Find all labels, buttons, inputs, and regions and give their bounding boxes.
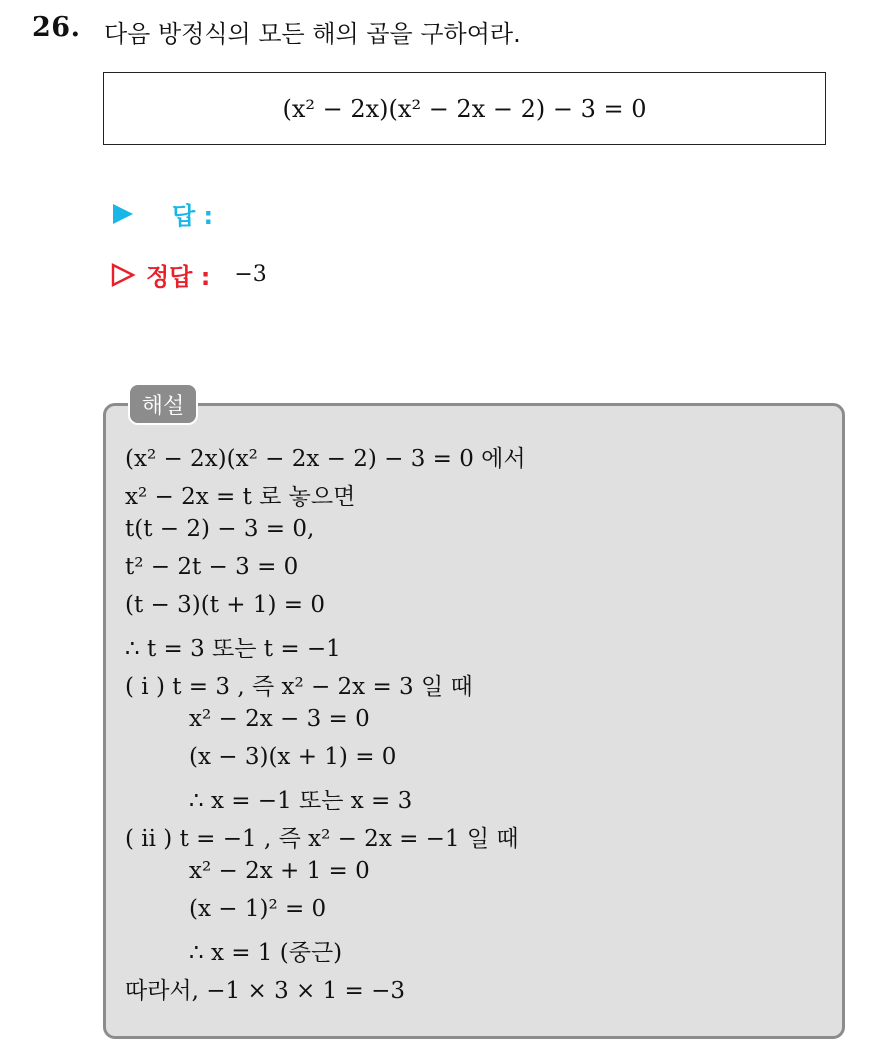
solution-line: ∴ x = 1 (중근) [189, 940, 343, 966]
solution-line: (x² − 2x)(x² − 2x − 2) − 3 = 0 에서 [125, 446, 526, 472]
outline-triangle-icon [110, 262, 136, 288]
solution-line: 따라서, −1 × 3 × 1 = −3 [125, 978, 406, 1004]
question-text: 다음 방정식의 모든 해의 곱을 구하여라. [104, 20, 521, 48]
solution-line: t² − 2t − 3 = 0 [125, 554, 299, 580]
solution-tab: 해설 [128, 383, 198, 425]
solution-line: ∴ x = −1 또는 x = 3 [189, 788, 413, 814]
question-number: 26. [32, 12, 81, 43]
solution-line: t(t − 2) − 3 = 0, [125, 516, 315, 542]
answer-label: 답 : [172, 202, 214, 230]
solution-line: (x − 1)² = 0 [189, 896, 327, 922]
correct-answer-row [110, 257, 267, 292]
solution-line: x² − 2x = t 로 놓으면 [125, 484, 356, 510]
correct-answer-value: −3 [234, 262, 267, 287]
solution-line: ( ii ) t = −1 , 즉 x² − 2x = −1 일 때 [125, 826, 519, 852]
equation: (x² − 2x)(x² − 2x − 2) − 3 = 0 [282, 94, 647, 123]
solution-line: x² − 2x − 3 = 0 [189, 706, 370, 732]
solution-line: ∴ t = 3 또는 t = −1 [125, 636, 341, 662]
solution-line: (x − 3)(x + 1) = 0 [189, 744, 397, 770]
answer-blank-row [110, 196, 213, 231]
solution-line: ( i ) t = 3 , 즉 x² − 2x = 3 일 때 [125, 674, 473, 700]
correct-answer-label: 정답 : [146, 263, 211, 291]
filled-triangle-icon [110, 201, 136, 227]
solution-line: (t − 3)(t + 1) = 0 [125, 592, 325, 618]
solution-line: x² − 2x + 1 = 0 [189, 858, 370, 884]
equation-box [103, 72, 826, 145]
